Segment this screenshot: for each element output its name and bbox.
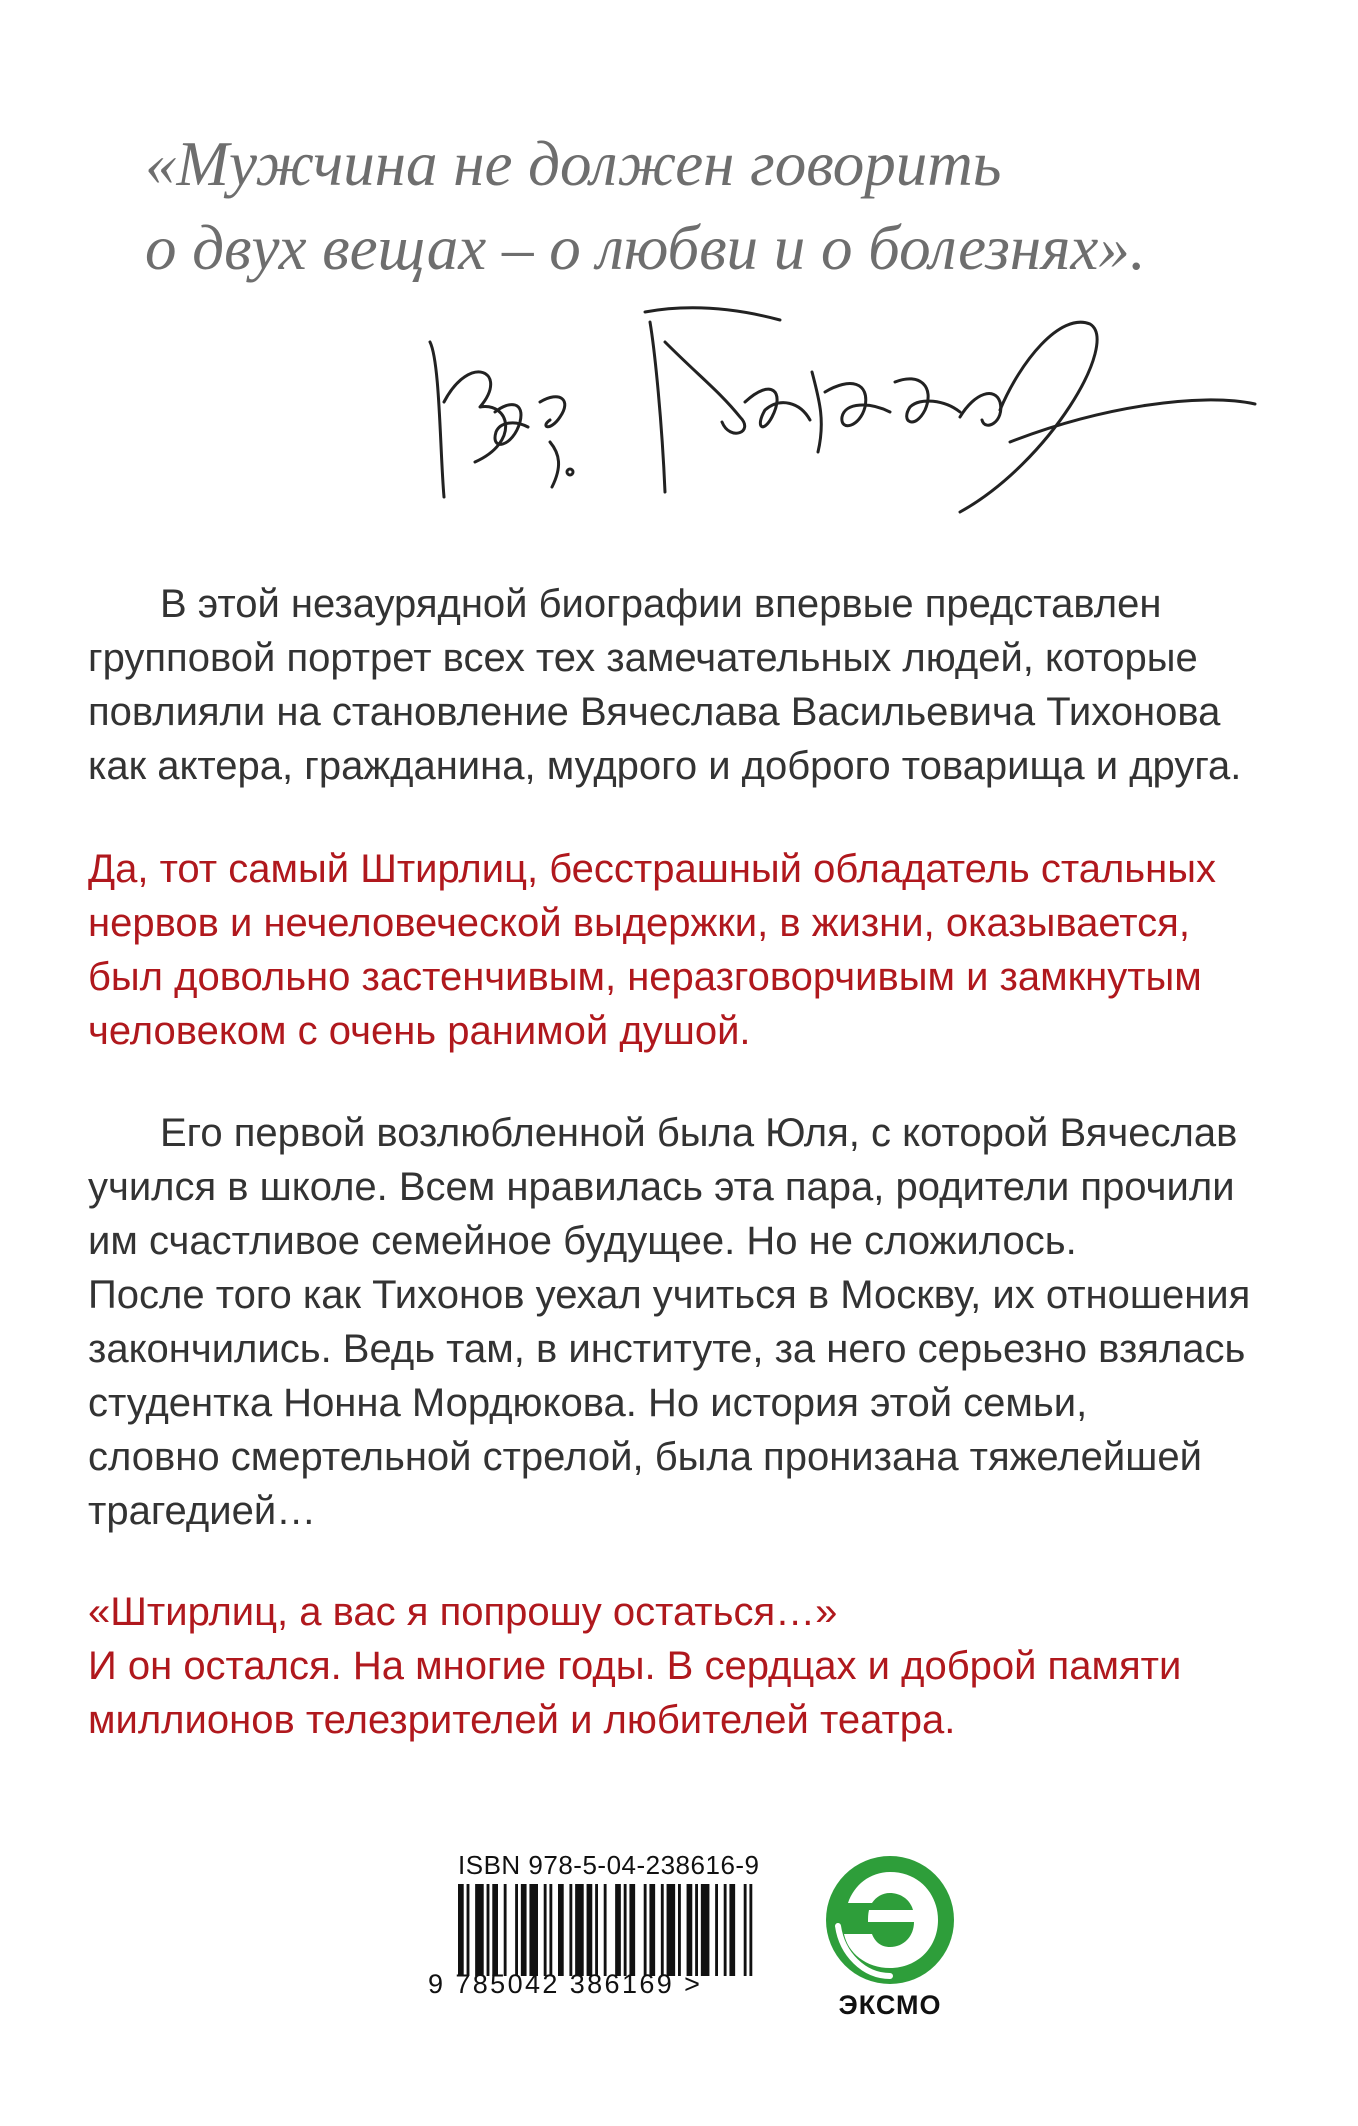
paragraph-line: был довольно застенчивым, неразговорчивым и замкнутым [88, 955, 1202, 999]
publisher-name: ЭКСМО [838, 1990, 942, 2020]
paragraph-line: Да, тот самый Штирлиц, бесстрашный обладатель стальных [88, 847, 1216, 891]
barcode-bars [458, 1884, 758, 1976]
isbn-number: ISBN 978-5-04-238616-9 [458, 1850, 760, 1880]
paragraph-line: студентка Нонна Мордюкова. Но история этой семьи, [88, 1381, 1088, 1425]
paragraph-line: как актера, гражданина, мудрого и доброго товарища и друга. [88, 744, 1242, 788]
signature [400, 282, 1300, 532]
paragraph-line: «Штирлиц, а вас я попрошу остаться…» [88, 1590, 838, 1634]
paragraph-line: миллионов телезрителей и любителей театра. [88, 1698, 956, 1742]
paragraph-intro [88, 577, 1288, 793]
paragraph-line: словно смертельной стрелой, была пронизана тяжелейшей [88, 1435, 1202, 1479]
paragraph-line: учился в школе. Всем нравилась эта пара, родители прочили [88, 1165, 1235, 1209]
paragraph-line: трагедией… [88, 1489, 317, 1533]
paragraph-closing [88, 1585, 1288, 1747]
paragraph-biography [88, 1106, 1288, 1538]
paragraph-line: нервов и нечеловеческой выдержки, в жизни, оказывается, [88, 901, 1190, 945]
paragraph-line: Его первой возлюбленной была Юля, с которой Вячеслав [160, 1111, 1238, 1155]
quote-line: о двух вещах – о любви и о болезнях». [145, 213, 1146, 283]
quote-line: «Мужчина не должен говорить [145, 129, 1002, 199]
paragraph-line: В этой незаурядной биографии впервые представлен [160, 582, 1162, 626]
paragraph-line: человеком с очень ранимой душой. [88, 1009, 751, 1053]
eksmo-logo-icon [820, 1850, 960, 1990]
paragraph-line: им счастливое семейное будущее. Но не сложилось. [88, 1219, 1077, 1263]
barcode-digits: 9 785042 386169 > [428, 1969, 703, 1999]
paragraph-stirlitz [88, 842, 1288, 1058]
epigraph-quote [145, 122, 1295, 290]
paragraph-line: повлияли на становление Вячеслава Васильевича Тихонова [88, 690, 1221, 734]
paragraph-line: После того как Тихонов уехал учиться в Москву, их отношения [88, 1273, 1251, 1317]
paragraph-line: закончились. Ведь там, в институте, за него серьезно взялась [88, 1327, 1246, 1371]
isbn-barcode [428, 1850, 780, 2002]
paragraph-line: И он остался. На многие годы. В сердцах и доброй памяти [88, 1644, 1182, 1688]
paragraph-line: групповой портрет всех тех замечательных людей, которые [88, 636, 1198, 680]
